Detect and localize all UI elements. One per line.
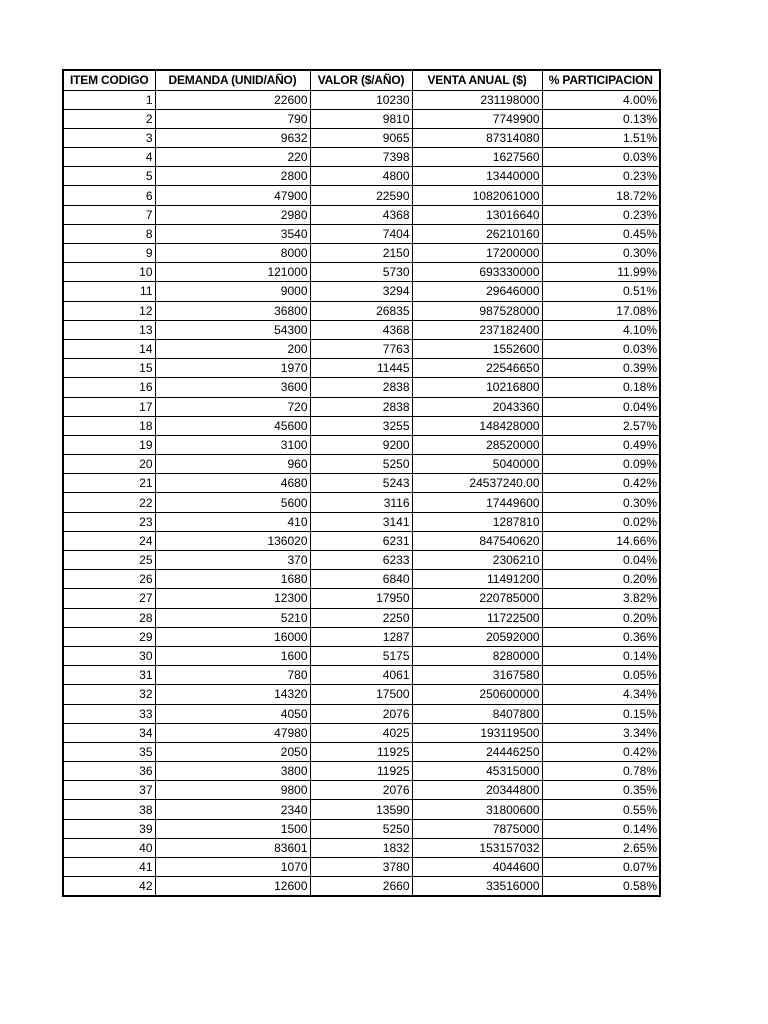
table-row	[63, 224, 660, 243]
cell-valor: 5175	[310, 646, 412, 665]
cell-venta-anual: 13440000	[412, 167, 542, 186]
table-row	[63, 666, 660, 685]
cell-demanda: 2800	[155, 167, 310, 186]
cell-demanda: 9632	[155, 128, 310, 147]
cell-participacion: 11.99%	[542, 263, 660, 282]
cell-item-codigo: 2	[63, 109, 155, 128]
cell-valor: 7404	[310, 224, 412, 243]
cell-venta-anual: 847540620	[412, 531, 542, 550]
cell-demanda: 200	[155, 339, 310, 358]
cell-demanda: 14320	[155, 685, 310, 704]
cell-venta-anual: 153157032	[412, 838, 542, 857]
table-row	[63, 723, 660, 742]
cell-demanda: 410	[155, 512, 310, 531]
cell-participacion: 0.20%	[542, 570, 660, 589]
cell-valor: 11925	[310, 742, 412, 761]
cell-participacion: 0.30%	[542, 244, 660, 263]
cell-participacion: 0.36%	[542, 627, 660, 646]
cell-item-codigo: 8	[63, 224, 155, 243]
table-row	[63, 359, 660, 378]
cell-valor: 9200	[310, 435, 412, 454]
cell-item-codigo: 33	[63, 704, 155, 723]
cell-venta-anual: 2043360	[412, 397, 542, 416]
table-row	[63, 838, 660, 857]
cell-item-codigo: 14	[63, 339, 155, 358]
cell-venta-anual: 693330000	[412, 263, 542, 282]
cell-demanda: 12300	[155, 589, 310, 608]
cell-demanda: 4680	[155, 474, 310, 493]
cell-valor: 2660	[310, 877, 412, 896]
cell-item-codigo: 25	[63, 551, 155, 570]
cell-valor: 3141	[310, 512, 412, 531]
cell-demanda: 47980	[155, 723, 310, 742]
cell-item-codigo: 36	[63, 762, 155, 781]
cell-item-codigo: 22	[63, 493, 155, 512]
cell-item-codigo: 28	[63, 608, 155, 627]
cell-valor: 11445	[310, 359, 412, 378]
cell-item-codigo: 40	[63, 838, 155, 857]
cell-valor: 4368	[310, 205, 412, 224]
cell-valor: 9810	[310, 109, 412, 128]
cell-demanda: 9800	[155, 781, 310, 800]
table-row	[63, 186, 660, 205]
cell-venta-anual: 3167580	[412, 666, 542, 685]
cell-valor: 4368	[310, 320, 412, 339]
cell-demanda: 3100	[155, 435, 310, 454]
cell-venta-anual: 237182400	[412, 320, 542, 339]
cell-venta-anual: 29646000	[412, 282, 542, 301]
cell-valor: 2150	[310, 244, 412, 263]
cell-item-codigo: 23	[63, 512, 155, 531]
table-row	[63, 339, 660, 358]
cell-venta-anual: 13016640	[412, 205, 542, 224]
cell-item-codigo: 13	[63, 320, 155, 339]
table-row	[63, 263, 660, 282]
cell-valor: 4025	[310, 723, 412, 742]
cell-valor: 6233	[310, 551, 412, 570]
cell-participacion: 3.34%	[542, 723, 660, 742]
header-participacion: % PARTICIPACION	[542, 70, 660, 90]
table-row	[63, 90, 660, 109]
cell-demanda: 1600	[155, 646, 310, 665]
table-row	[63, 397, 660, 416]
cell-item-codigo: 42	[63, 877, 155, 896]
table-row	[63, 627, 660, 646]
header-item-codigo: ITEM CODIGO	[63, 70, 155, 90]
cell-valor: 5243	[310, 474, 412, 493]
cell-demanda: 22600	[155, 90, 310, 109]
cell-demanda: 3540	[155, 224, 310, 243]
cell-valor: 5250	[310, 819, 412, 838]
cell-item-codigo: 6	[63, 186, 155, 205]
cell-item-codigo: 19	[63, 435, 155, 454]
cell-participacion: 17.08%	[542, 301, 660, 320]
cell-participacion: 18.72%	[542, 186, 660, 205]
cell-venta-anual: 8280000	[412, 646, 542, 665]
cell-valor: 3780	[310, 858, 412, 877]
cell-valor: 17500	[310, 685, 412, 704]
table-body	[63, 90, 660, 896]
cell-demanda: 780	[155, 666, 310, 685]
cell-venta-anual: 8407800	[412, 704, 542, 723]
cell-participacion: 0.07%	[542, 858, 660, 877]
cell-participacion: 0.42%	[542, 474, 660, 493]
cell-demanda: 121000	[155, 263, 310, 282]
cell-valor: 4061	[310, 666, 412, 685]
cell-venta-anual: 24537240.00	[412, 474, 542, 493]
cell-item-codigo: 21	[63, 474, 155, 493]
cell-venta-anual: 193119500	[412, 723, 542, 742]
cell-participacion: 4.34%	[542, 685, 660, 704]
cell-venta-anual: 20592000	[412, 627, 542, 646]
table-row	[63, 512, 660, 531]
cell-participacion: 0.13%	[542, 109, 660, 128]
cell-venta-anual: 231198000	[412, 90, 542, 109]
table-row	[63, 858, 660, 877]
table-row	[63, 435, 660, 454]
cell-valor: 10230	[310, 90, 412, 109]
cell-demanda: 1680	[155, 570, 310, 589]
cell-venta-anual: 10216800	[412, 378, 542, 397]
table-row	[63, 762, 660, 781]
cell-demanda: 4050	[155, 704, 310, 723]
cell-item-codigo: 24	[63, 531, 155, 550]
header-demanda: DEMANDA (UNID/AÑO)	[155, 70, 310, 90]
table-row	[63, 474, 660, 493]
cell-item-codigo: 38	[63, 800, 155, 819]
cell-participacion: 14.66%	[542, 531, 660, 550]
header-valor: VALOR ($/AÑO)	[310, 70, 412, 90]
cell-venta-anual: 22546650	[412, 359, 542, 378]
cell-participacion: 4.00%	[542, 90, 660, 109]
cell-venta-anual: 7749900	[412, 109, 542, 128]
cell-venta-anual: 24446250	[412, 742, 542, 761]
cell-valor: 2838	[310, 397, 412, 416]
cell-venta-anual: 28520000	[412, 435, 542, 454]
cell-demanda: 370	[155, 551, 310, 570]
table-row	[63, 570, 660, 589]
cell-item-codigo: 32	[63, 685, 155, 704]
cell-valor: 11925	[310, 762, 412, 781]
cell-demanda: 5210	[155, 608, 310, 627]
table-row	[63, 608, 660, 627]
cell-item-codigo: 1	[63, 90, 155, 109]
cell-valor: 2076	[310, 781, 412, 800]
table-row	[63, 819, 660, 838]
cell-item-codigo: 4	[63, 148, 155, 167]
cell-valor: 22590	[310, 186, 412, 205]
cell-venta-anual: 45315000	[412, 762, 542, 781]
cell-venta-anual: 26210160	[412, 224, 542, 243]
cell-venta-anual: 87314080	[412, 128, 542, 147]
cell-valor: 3116	[310, 493, 412, 512]
cell-demanda: 45600	[155, 416, 310, 435]
cell-venta-anual: 2306210	[412, 551, 542, 570]
cell-participacion: 0.09%	[542, 455, 660, 474]
table-row	[63, 704, 660, 723]
cell-demanda: 83601	[155, 838, 310, 857]
cell-participacion: 0.23%	[542, 167, 660, 186]
cell-valor: 1832	[310, 838, 412, 857]
cell-demanda: 3600	[155, 378, 310, 397]
cell-valor: 2838	[310, 378, 412, 397]
cell-participacion: 2.57%	[542, 416, 660, 435]
cell-participacion: 0.35%	[542, 781, 660, 800]
cell-item-codigo: 9	[63, 244, 155, 263]
cell-demanda: 36800	[155, 301, 310, 320]
cell-venta-anual: 5040000	[412, 455, 542, 474]
cell-participacion: 0.04%	[542, 397, 660, 416]
cell-demanda: 2340	[155, 800, 310, 819]
table-row	[63, 167, 660, 186]
cell-participacion: 0.55%	[542, 800, 660, 819]
cell-venta-anual: 17200000	[412, 244, 542, 263]
cell-item-codigo: 17	[63, 397, 155, 416]
cell-participacion: 0.18%	[542, 378, 660, 397]
cell-valor: 17950	[310, 589, 412, 608]
cell-participacion: 1.51%	[542, 128, 660, 147]
cell-venta-anual: 11491200	[412, 570, 542, 589]
cell-item-codigo: 11	[63, 282, 155, 301]
header-venta-anual: VENTA ANUAL ($)	[412, 70, 542, 90]
cell-valor: 7398	[310, 148, 412, 167]
cell-demanda: 8000	[155, 244, 310, 263]
cell-valor: 9065	[310, 128, 412, 147]
cell-item-codigo: 41	[63, 858, 155, 877]
cell-item-codigo: 26	[63, 570, 155, 589]
cell-venta-anual: 31800600	[412, 800, 542, 819]
cell-participacion: 0.14%	[542, 819, 660, 838]
cell-valor: 4800	[310, 167, 412, 186]
cell-demanda: 47900	[155, 186, 310, 205]
cell-valor: 26835	[310, 301, 412, 320]
cell-valor: 5250	[310, 455, 412, 474]
cell-item-codigo: 10	[63, 263, 155, 282]
cell-item-codigo: 27	[63, 589, 155, 608]
cell-participacion: 0.45%	[542, 224, 660, 243]
table-row	[63, 205, 660, 224]
cell-valor: 3294	[310, 282, 412, 301]
cell-demanda: 12600	[155, 877, 310, 896]
cell-participacion: 2.65%	[542, 838, 660, 857]
table-row	[63, 455, 660, 474]
cell-participacion: 0.51%	[542, 282, 660, 301]
cell-demanda: 720	[155, 397, 310, 416]
cell-item-codigo: 5	[63, 167, 155, 186]
cell-item-codigo: 15	[63, 359, 155, 378]
cell-item-codigo: 31	[63, 666, 155, 685]
table-header-row	[63, 70, 660, 90]
cell-venta-anual: 148428000	[412, 416, 542, 435]
cell-demanda: 1970	[155, 359, 310, 378]
cell-item-codigo: 12	[63, 301, 155, 320]
table-row	[63, 282, 660, 301]
cell-venta-anual: 7875000	[412, 819, 542, 838]
cell-venta-anual: 33516000	[412, 877, 542, 896]
table-row	[63, 493, 660, 512]
cell-valor: 2250	[310, 608, 412, 627]
cell-participacion: 0.14%	[542, 646, 660, 665]
table-row	[63, 742, 660, 761]
cell-venta-anual: 1627560	[412, 148, 542, 167]
inventory-table	[62, 69, 661, 897]
cell-venta-anual: 1552600	[412, 339, 542, 358]
table-row	[63, 128, 660, 147]
table-row	[63, 244, 660, 263]
table-row	[63, 416, 660, 435]
cell-participacion: 3.82%	[542, 589, 660, 608]
cell-venta-anual: 17449600	[412, 493, 542, 512]
cell-demanda: 5600	[155, 493, 310, 512]
cell-demanda: 790	[155, 109, 310, 128]
cell-participacion: 0.39%	[542, 359, 660, 378]
table-row	[63, 781, 660, 800]
cell-item-codigo: 20	[63, 455, 155, 474]
cell-participacion: 0.58%	[542, 877, 660, 896]
cell-venta-anual: 987528000	[412, 301, 542, 320]
table-row	[63, 800, 660, 819]
cell-venta-anual: 4044600	[412, 858, 542, 877]
cell-item-codigo: 7	[63, 205, 155, 224]
table-row	[63, 531, 660, 550]
cell-item-codigo: 18	[63, 416, 155, 435]
cell-participacion: 0.78%	[542, 762, 660, 781]
cell-item-codigo: 34	[63, 723, 155, 742]
cell-venta-anual: 1287810	[412, 512, 542, 531]
table-row	[63, 148, 660, 167]
cell-participacion: 0.42%	[542, 742, 660, 761]
cell-demanda: 220	[155, 148, 310, 167]
cell-participacion: 0.05%	[542, 666, 660, 685]
cell-valor: 1287	[310, 627, 412, 646]
table-row	[63, 685, 660, 704]
cell-participacion: 0.30%	[542, 493, 660, 512]
cell-demanda: 136020	[155, 531, 310, 550]
cell-item-codigo: 35	[63, 742, 155, 761]
cell-participacion: 0.03%	[542, 339, 660, 358]
cell-participacion: 0.03%	[542, 148, 660, 167]
cell-valor: 7763	[310, 339, 412, 358]
table-row	[63, 877, 660, 896]
cell-demanda: 2050	[155, 742, 310, 761]
cell-valor: 3255	[310, 416, 412, 435]
cell-item-codigo: 30	[63, 646, 155, 665]
cell-item-codigo: 3	[63, 128, 155, 147]
cell-demanda: 1500	[155, 819, 310, 838]
table-row	[63, 320, 660, 339]
cell-valor: 2076	[310, 704, 412, 723]
cell-item-codigo: 39	[63, 819, 155, 838]
cell-participacion: 0.23%	[542, 205, 660, 224]
cell-participacion: 0.04%	[542, 551, 660, 570]
cell-venta-anual: 20344800	[412, 781, 542, 800]
cell-item-codigo: 29	[63, 627, 155, 646]
cell-item-codigo: 37	[63, 781, 155, 800]
cell-valor: 5730	[310, 263, 412, 282]
cell-valor: 6840	[310, 570, 412, 589]
cell-participacion: 4.10%	[542, 320, 660, 339]
table-row	[63, 378, 660, 397]
cell-participacion: 0.15%	[542, 704, 660, 723]
cell-demanda: 9000	[155, 282, 310, 301]
cell-demanda: 54300	[155, 320, 310, 339]
cell-valor: 6231	[310, 531, 412, 550]
cell-demanda: 2980	[155, 205, 310, 224]
cell-venta-anual: 11722500	[412, 608, 542, 627]
cell-participacion: 0.20%	[542, 608, 660, 627]
table-row	[63, 109, 660, 128]
table-row	[63, 589, 660, 608]
cell-venta-anual: 220785000	[412, 589, 542, 608]
cell-demanda: 16000	[155, 627, 310, 646]
cell-valor: 13590	[310, 800, 412, 819]
table-row	[63, 301, 660, 320]
table-row	[63, 551, 660, 570]
cell-demanda: 960	[155, 455, 310, 474]
cell-participacion: 0.02%	[542, 512, 660, 531]
cell-venta-anual: 1082061000	[412, 186, 542, 205]
cell-participacion: 0.49%	[542, 435, 660, 454]
cell-item-codigo: 16	[63, 378, 155, 397]
cell-demanda: 3800	[155, 762, 310, 781]
table-row	[63, 646, 660, 665]
cell-demanda: 1070	[155, 858, 310, 877]
cell-venta-anual: 250600000	[412, 685, 542, 704]
